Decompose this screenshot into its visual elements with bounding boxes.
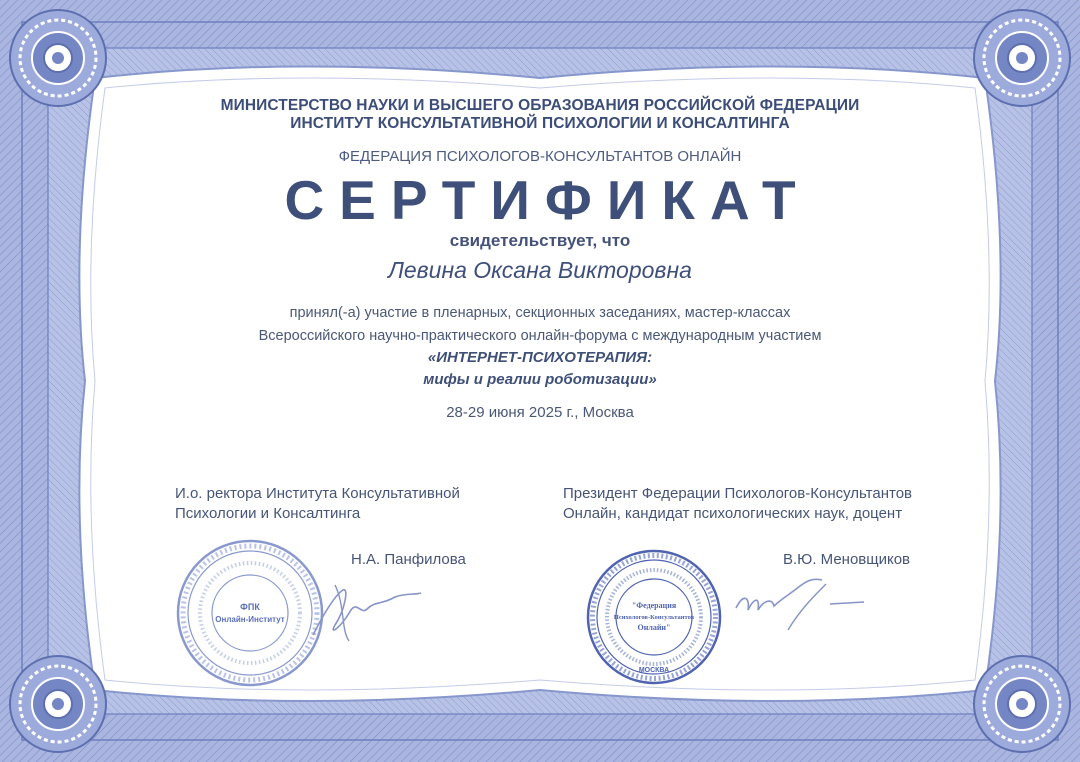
right-position-line-1: Президент Федерации Психологов-Консультантов (563, 485, 913, 502)
date-place: 28-29 июня 2025 г., Москва (446, 404, 634, 421)
left-stamp-text-1: ФПК (240, 602, 260, 612)
left-position-line-1: И.о. ректора Института Консультативной (175, 485, 460, 502)
left-signatory-position (175, 484, 460, 524)
witness-phrase: свидетельствует, что (449, 231, 631, 250)
certificate-title: СЕРТИФИКАТ (284, 169, 811, 231)
left-position-line-2: Психологии и Консалтинга (175, 505, 361, 522)
recipient-name: Левина Оксана Викторовна (388, 257, 692, 283)
right-stamp-text-3: Онлайн" (637, 623, 671, 632)
right-position-line-2: Онлайн, кандидат психологических наук, доцент (563, 505, 903, 522)
left-stamp-text-2: Онлайн-Институт (215, 615, 285, 624)
right-stamp-bottom-text: МОСКВА (638, 667, 670, 674)
ministry-line-2: ИНСТИТУТ КОНСУЛЬТАТИВНОЙ ПСИХОЛОГИИ И КОНСАЛТИНГА (290, 115, 790, 132)
federation-name: ФЕДЕРАЦИЯ ПСИХОЛОГОВ-КОНСУЛЬТАНТОВ ОНЛАЙН (338, 148, 742, 165)
right-signatory-name: В.Ю. Меновщиков (783, 551, 911, 568)
right-signature-scribble-icon (730, 570, 870, 640)
forum-title-line-1: «ИНТЕРНЕТ-ПСИХОТЕРАПИЯ: (427, 349, 653, 366)
body-line-2: Всероссийского научно-практического онлайн-форума с международным участием (258, 328, 822, 344)
left-signature-scribble-icon (305, 575, 425, 645)
right-stamp-seal-icon (585, 548, 723, 686)
ministry-line-1: МИНИСТЕРСТВО НАУКИ И ВЫСШЕГО ОБРАЗОВАНИЯ РОССИЙСКОЙ ФЕДЕРАЦИИ (220, 97, 860, 114)
right-stamp-text-2: Психологов-Консультантов (613, 614, 695, 621)
forum-title-line-2: мифы и реалии роботизации» (423, 371, 657, 388)
left-signatory-name: Н.А. Панфилова (351, 551, 466, 568)
left-stamp-seal-icon (175, 538, 325, 688)
right-signatory-position (563, 484, 912, 524)
body-line-1: принял(-а) участие в пленарных, секционных заседаниях, мастер-классах (289, 305, 791, 321)
right-stamp-text-1: "Федерация (631, 601, 677, 610)
